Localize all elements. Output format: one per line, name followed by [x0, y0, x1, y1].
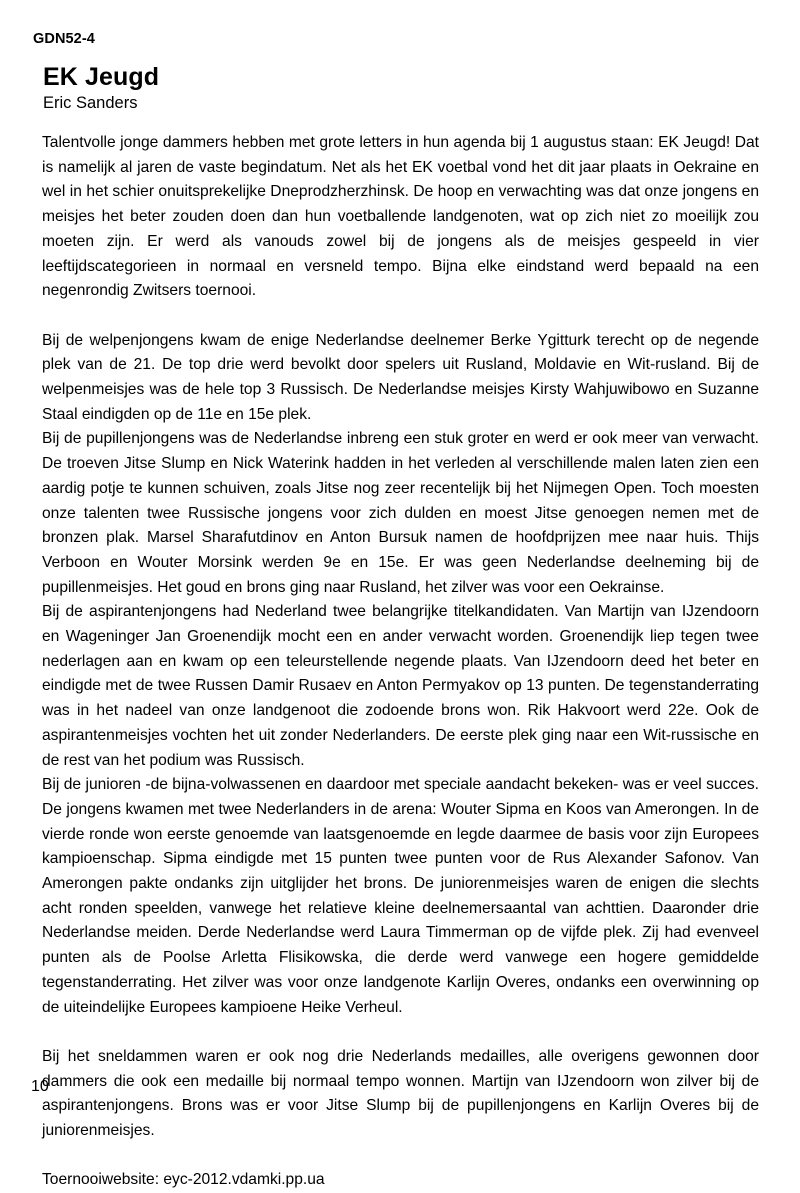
paragraph-junioren: Bij de junioren -de bijna-volwassenen en daardoor met speciale aandacht bekeken- was er veel succes. De jongens kwamen met twee Nederlanders in de arena: Wouter Sipma en Koos van Amerongen. In de vierde ronde won eerste genoemde van laatsgenoemde en legde daarmee de basis voor zijn Europees kampioenschap. Sipma eindigde met 15 punten twee punten voor de Rus Alexander Safonov. Van Amerongen pakte ondanks zijn uitglijder het brons. De juniorenmeisjes waren de enigen die slechts acht ronden speelden, vanwege het relatieve kleine deelnemersaantal van achttien. Daaronder drie Nederlandse meiden. Derde Nederlandse werd Laura Timmerman op de vijfde plek. Zij had evenveel punten als de Poolse Arletta Flisikowska, die derde werd vanwege een hogere gemiddelde tegenstanderrating. Het zilver was voor onze landgenote Karlijn Overes, ondanks een overwinning op de uiteindelijke Europees kampioene Heike Verheul. — [42, 776, 759, 1016]
page-title: EK Jeugd — [43, 63, 160, 91]
paragraph-welpen: Bij de welpenjongens kwam de enige Nederlandse deelnemer Berke Ygitturk terecht op de negende plek van de 21. De top drie werd bevolkt door spelers uit Rusland, Moldavie en Wit-rusland. Bij de welpenmeisjes was de hele top 3 Russisch. De Nederlandse meisjes Kirsty Wahjuwibowo en Suzanne Staal eindigden op de 11e en 15e plek. — [42, 331, 759, 423]
paragraph-pupillen: Bij de pupillenjongens was de Nederlandse inbreng een stuk groter en werd er ook meer van verwacht. De troeven Jitse Slump en Nick Waterink hadden in het verleden al verschillende malen laten zien een aardig potje te kunnen schuiven, zoals Jitse nog zeer recentelijk bij het Nijmegen Open. Toch moesten onze talenten twee Russische jongens voor zich dulden en moest Jitse genoegen nemen met de bronzen plak. Marsel Sharafutdinov en Anton Bursuk namen de hoofdprijzen mee naar huis. Thijs Verboon en Wouter Morsink werden 9e en 15e. Er was geen Nederlandse deelneming bij de pupillenmeisjes. Het goud en brons ging naar Rusland, het zilver was voor een Oekrainse. — [42, 430, 759, 596]
running-head: GDN52-4 — [33, 31, 95, 47]
paragraph-sneldammen: Bij het sneldammen waren er ook nog drie Nederlands medailles, alle overigens gewonnen door dammers die ook een medaille bij normaal tempo wonnen. Martijn van IJzendoorn won zilver bij de aspirantenjongens. Brons was er voor Jitse Slump bij de pupillenjongens en Karlijn Overes bij de juniorenmeisjes. — [42, 1047, 759, 1140]
paragraph-intro: Talentvolle jonge dammers hebben met grote letters in hun agenda bij 1 augustus staan: EK Jeugd! Dat is namelijk al jaren de vaste begindatum. Net als het EK voetbal vond het dit jaar plaats in Oekraine en wel in het schier onuitsprekelijke Dneprodzherzhinsk. De hoop en verwachting was dat onze jongens en meisjes het beter zouden doen dan hun voetballende landgenoten, wat op zich niet zo moeilijk zou moeten zijn. Er werd als vanouds zowel bij de jongens als de meisjes gespeeld in vier leeftijdscategorieen in normaal en versneld tempo. Bijna elke eindstand werd bepaald na een negenrondig Zwitsers toernooi. — [42, 134, 759, 300]
paragraph-aspiranten: Bij de aspirantenjongens had Nederland twee belangrijke titelkandidaten. Van Martijn van IJzendoorn en Wageninger Jan Groenendijk mocht een en ander verwacht worden. Groenendijk liep tegen twee nederlagen aan en kwam op een teleurstellende negende plaats. Van IJzendoorn deed het beter en eindigde met de twee Russen Damir Rusaev en Anton Permyakov op 13 punten. De tegenstanderrating was in het nadeel van onze landgenoot die zodoende brons won. Rik Hakvoort werd 22e. Ook de aspirantenmeisjes vochten het uit zonder Nederlanders. De eerste plek ging naar een Wit-russische en de rest van het podium was Russisch. — [42, 603, 759, 769]
tournament-website-line: Toernooiwebsite: eyc-2012.vdamki.pp.ua — [42, 1171, 325, 1189]
article-body — [42, 131, 759, 1193]
title-block — [43, 63, 759, 113]
author-byline: Eric Sanders — [43, 94, 138, 112]
page-number: 10 — [31, 1078, 49, 1095]
